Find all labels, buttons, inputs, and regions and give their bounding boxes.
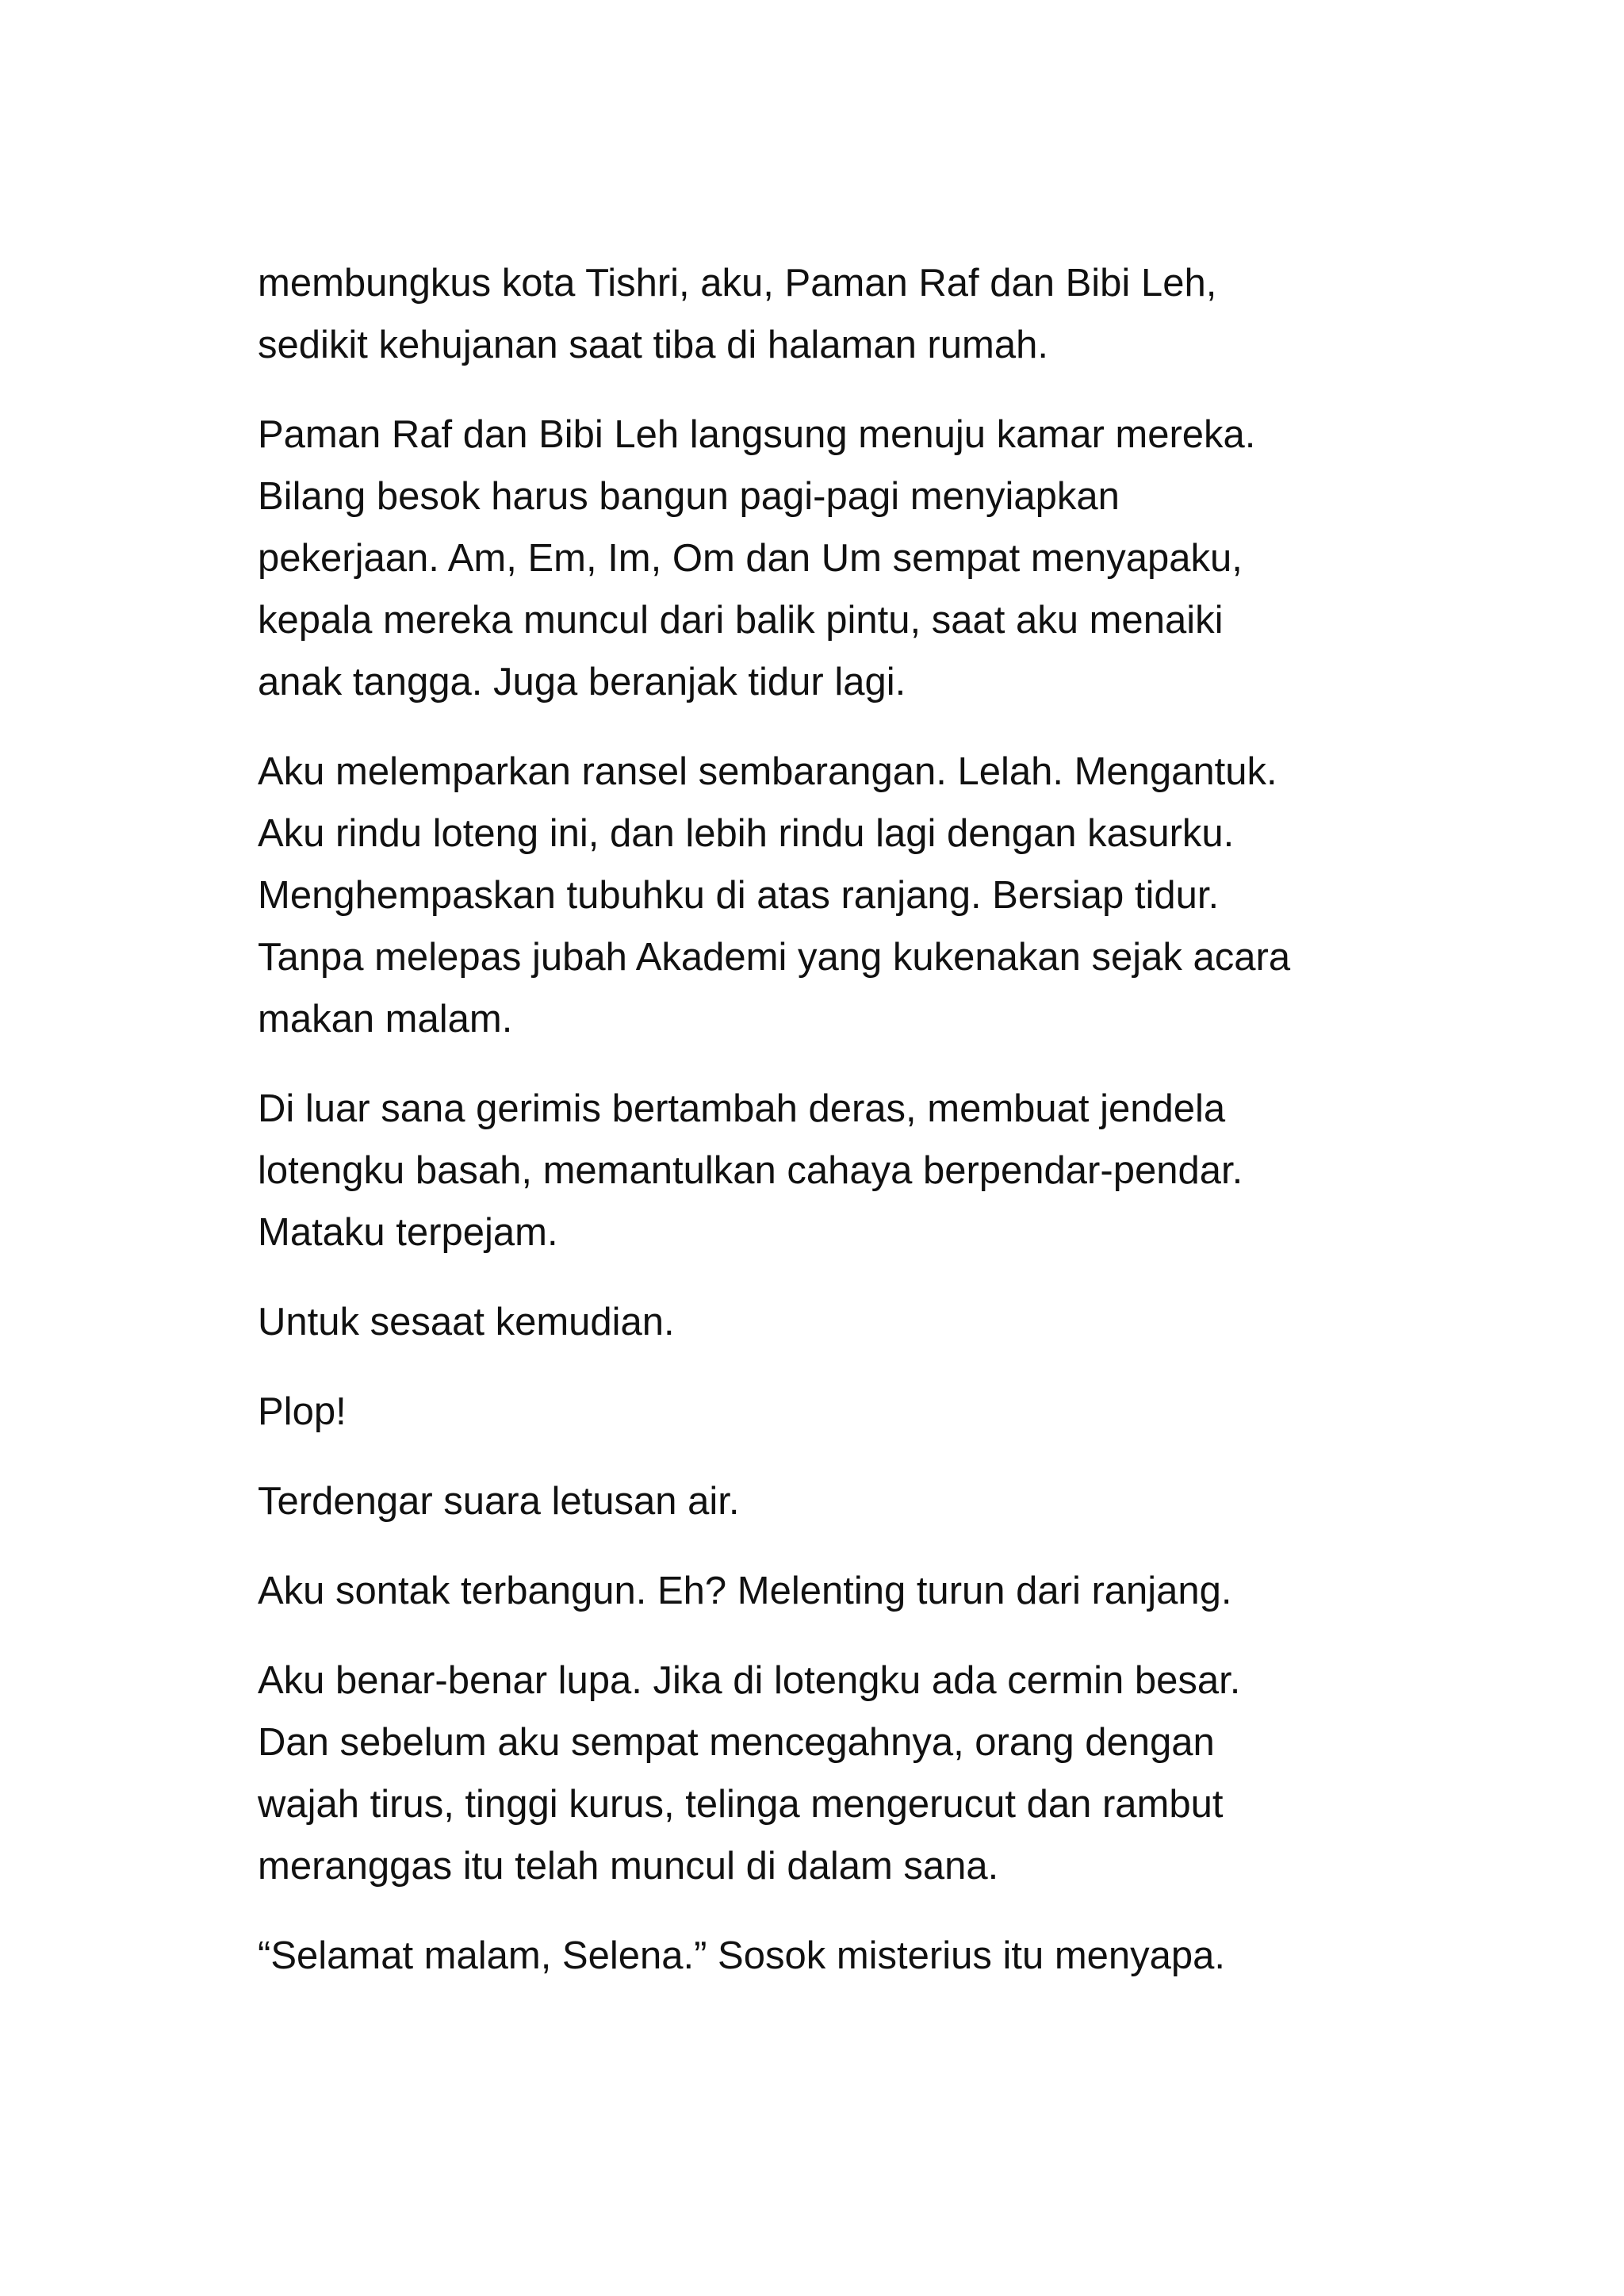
text-line: makan malam.: [258, 998, 513, 1041]
text-line: Plop!: [258, 1390, 347, 1433]
text-line: Tanpa melepas jubah Akademi yang kukenakan sejak acara: [258, 936, 1291, 979]
text-line: Bilang besok harus bangun pagi-pagi menyiapkan: [258, 475, 1120, 518]
paragraph-5: [258, 1291, 1415, 1353]
paragraph-9: [258, 1650, 1415, 1897]
text-line: Dan sebelum aku sempat mencegahnya, orang dengan: [258, 1721, 1215, 1764]
text-line: pekerjaan. Am, Em, Im, Om dan Um sempat menyapaku,: [258, 537, 1243, 580]
text-line: Aku benar-benar lupa. Jika di lotengku ada cermin besar.: [258, 1659, 1241, 1702]
text-line: Paman Raf dan Bibi Leh langsung menuju kamar mereka.: [258, 413, 1256, 456]
text-line: Aku melemparkan ransel sembarangan. Lelah. Mengantuk.: [258, 750, 1277, 793]
paragraph-3: [258, 741, 1415, 1050]
text-line: Untuk sesaat kemudian.: [258, 1301, 675, 1343]
text-line: sedikit kehujanan saat tiba di halaman rumah.: [258, 324, 1048, 366]
text-line: Aku sontak terbangun. Eh? Melenting turun dari ranjang.: [258, 1570, 1232, 1612]
text-line: membungkus kota Tishri, aku, Paman Raf dan Bibi Leh,: [258, 262, 1217, 305]
paragraph-2: [258, 404, 1415, 713]
paragraph-8: [258, 1560, 1415, 1622]
text-line: Di luar sana gerimis bertambah deras, membuat jendela: [258, 1087, 1226, 1130]
text-line: anak tangga. Juga beranjak tidur lagi.: [258, 661, 906, 703]
paragraph-4: [258, 1078, 1415, 1263]
text-line: Aku rindu loteng ini, dan lebih rindu lagi dengan kasurku.: [258, 812, 1235, 855]
text-line: Menghempaskan tubuhku di atas ranjang. Bersiap tidur.: [258, 874, 1220, 917]
text-line: meranggas itu telah muncul di dalam sana.: [258, 1845, 999, 1888]
text-line: Mataku terpejam.: [258, 1211, 558, 1254]
paragraph-6: [258, 1381, 1415, 1443]
text-line: lotengku basah, memantulkan cahaya berpendar-pendar.: [258, 1149, 1243, 1192]
paragraph-10: [258, 1925, 1415, 1987]
paragraph-7: [258, 1470, 1415, 1532]
text-line: Terdengar suara letusan air.: [258, 1480, 740, 1523]
text-line: “Selamat malam, Selena.” Sosok misterius itu menyapa.: [258, 1934, 1226, 1977]
text-line: kepala mereka muncul dari balik pintu, saat aku menaiki: [258, 599, 1224, 642]
body-text: [258, 252, 1415, 2014]
paragraph-1: [258, 252, 1415, 376]
text-line: wajah tirus, tinggi kurus, telinga mengerucut dan rambut: [258, 1783, 1224, 1826]
